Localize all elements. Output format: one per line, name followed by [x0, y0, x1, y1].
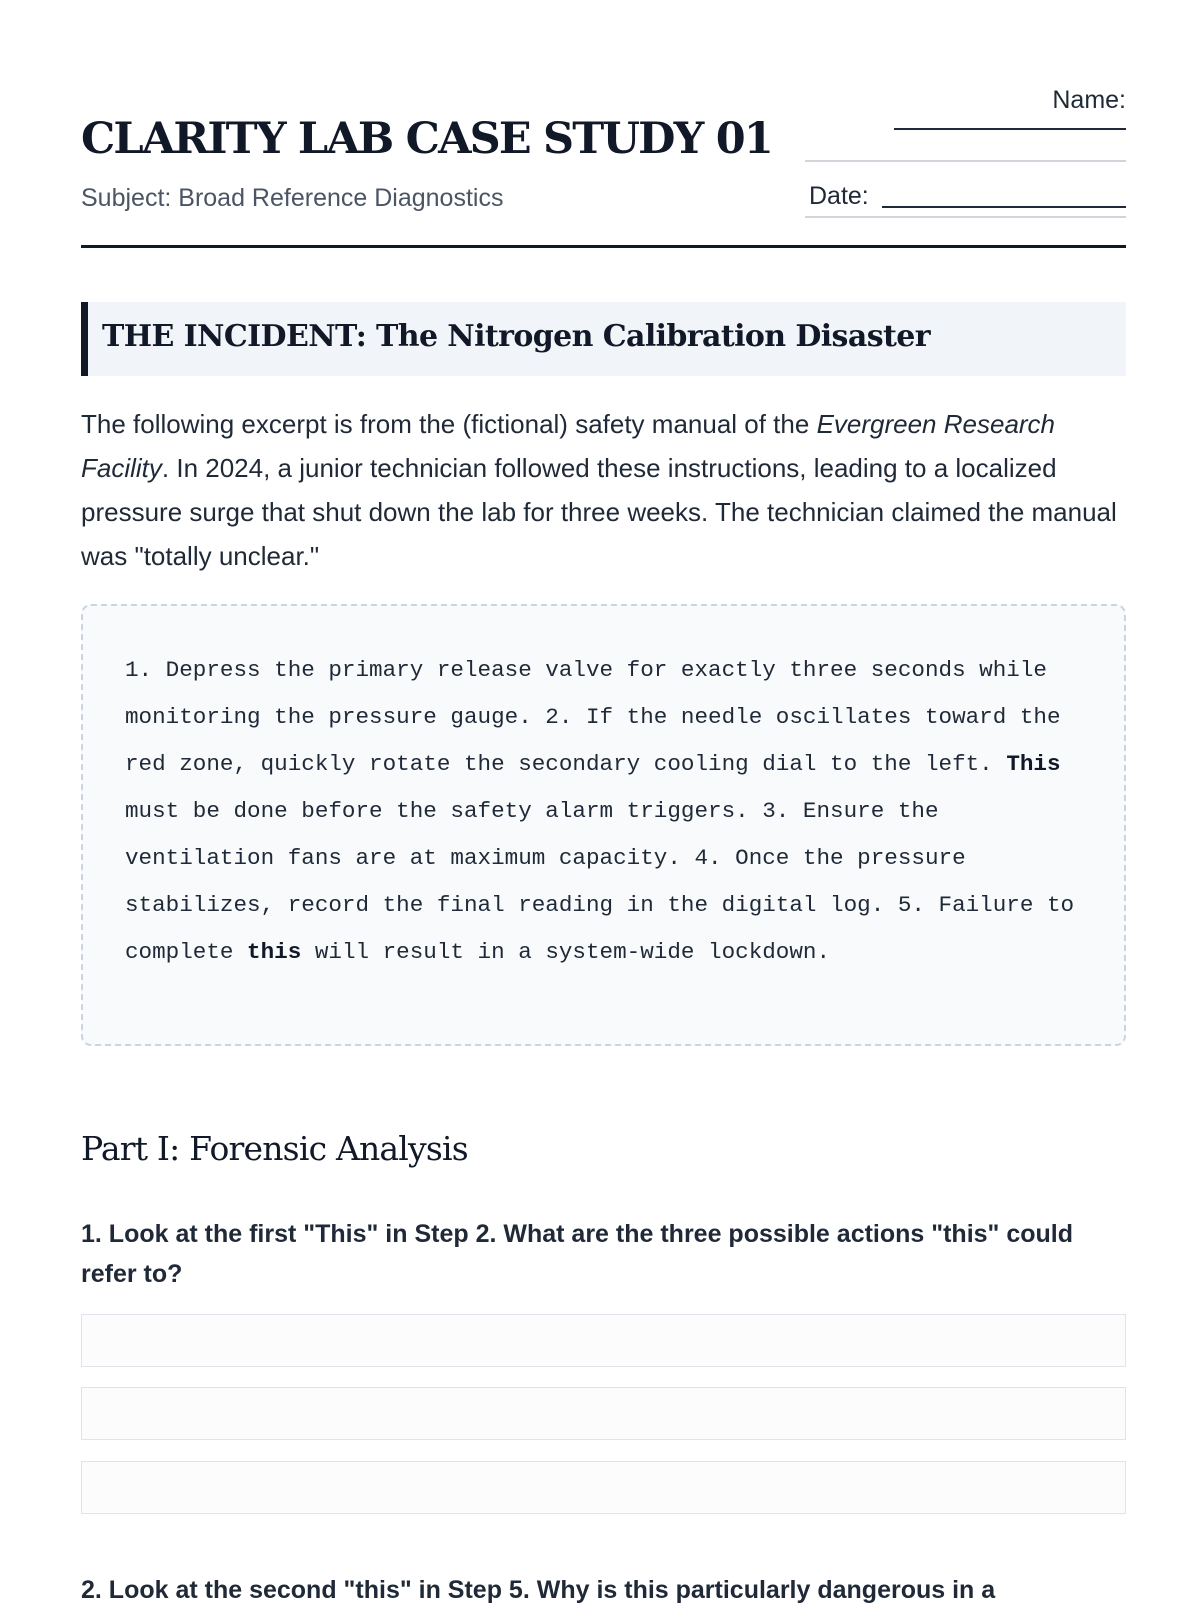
excerpt-highlight-this: This	[1006, 751, 1061, 777]
worksheet-header	[81, 0, 1126, 248]
page-subtitle: Subject: Broad Reference Diagnostics	[81, 184, 504, 212]
answer-line-1[interactable]	[81, 1314, 1126, 1367]
excerpt-highlight-this: this	[247, 939, 302, 965]
question-2: 2. Look at the second "this" in Step 5. Why is this particularly dangerous in a	[81, 1576, 996, 1604]
page-title: CLARITY LAB CASE STUDY 01	[81, 114, 772, 164]
name-field[interactable]	[894, 128, 1126, 130]
incident-intro	[81, 402, 1126, 578]
manual-excerpt-box	[81, 604, 1126, 1046]
name-label: Name:	[1052, 86, 1126, 114]
excerpt-text: must be done before the safety alarm triggers. 3. Ensure the ventilation fans are at maximum capacity. 4. Once the pressure stabilizes, record the final reading in the digital log. 5. Failure to complete	[125, 798, 1075, 965]
date-label: Date:	[809, 182, 869, 210]
incident-heading: THE INCIDENT: The Nitrogen Calibration Disaster	[102, 319, 930, 354]
question-1: 1. Look at the first "This" in Step 2. What are the three possible actions "this" could refer to?	[81, 1220, 1074, 1288]
worksheet-page	[81, 0, 1126, 1604]
part-title: Part I: Forensic Analysis	[81, 1129, 468, 1168]
answer-line-2[interactable]	[81, 1387, 1126, 1440]
name-underline	[805, 160, 1126, 162]
intro-text-continued: . In 2024, a junior technician followed these instructions, leading to a localized pressure surge that shut down the lab for three weeks. The technician claimed the manual was "totally unclear."	[81, 453, 1117, 571]
date-underline	[805, 216, 1126, 218]
manual-excerpt	[125, 647, 1085, 976]
date-field[interactable]	[882, 206, 1126, 208]
intro-text: The following excerpt is from the (fictional) safety manual of the	[81, 409, 817, 439]
student-info	[805, 0, 1126, 248]
incident-banner	[81, 302, 1126, 376]
excerpt-text: 1. Depress the primary release valve for exactly three seconds while monitoring the pressure gauge. 2. If the needle oscillates toward the red zone, quickly rotate the secondary cooling dial to the left.	[125, 657, 1061, 777]
answer-line-3[interactable]	[81, 1461, 1126, 1514]
excerpt-text: will result in a system-wide lockdown.	[301, 939, 831, 965]
facility-name: Evergreen Research Facility	[81, 409, 1056, 483]
